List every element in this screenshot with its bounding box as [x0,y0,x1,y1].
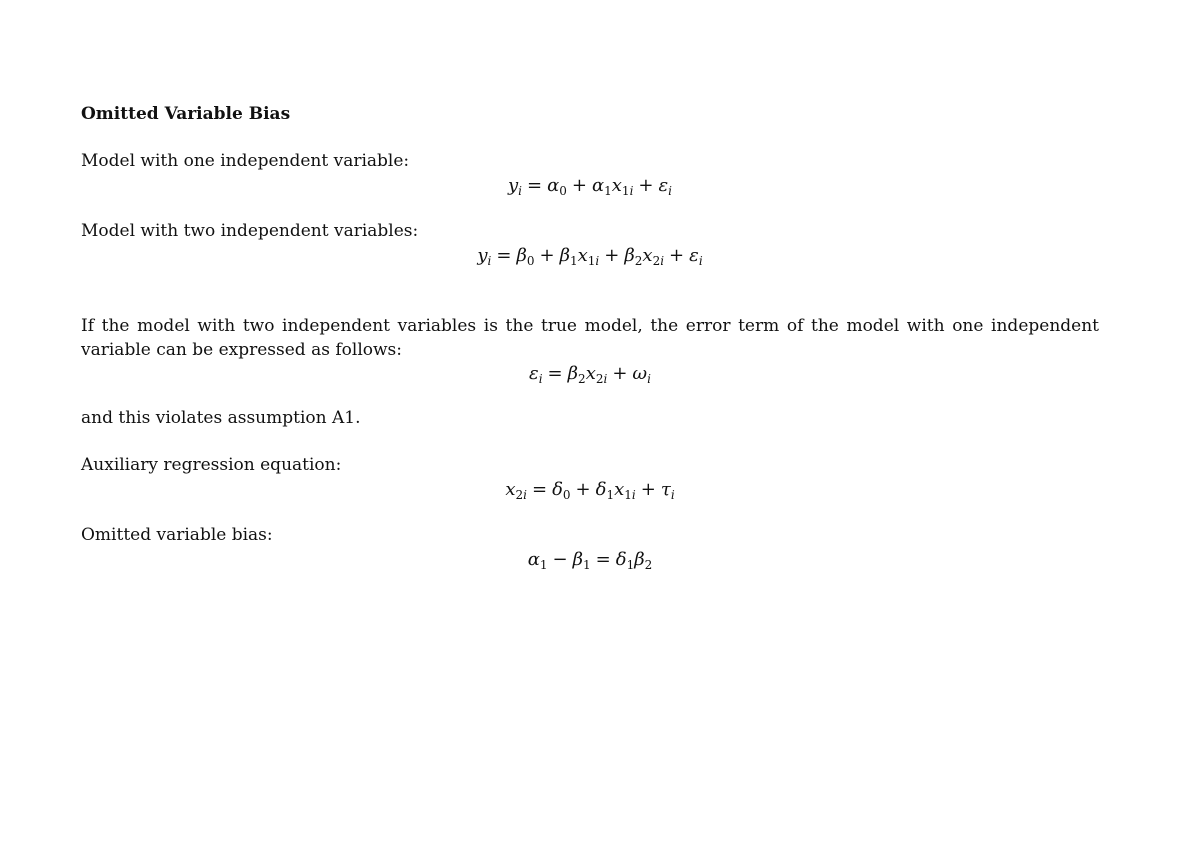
equation-bias: $\alpha_1 - \beta_1 = \delta_1\beta_2$ [527,549,653,572]
violation-text: and this violates assumption A1. [81,408,361,428]
true-model-paragraph: If the model with two independent variables is the true model, the error term of the model with one independent variable can be expressed as follows: [81,316,1099,360]
equation-model-one: $y_i = \alpha_0 + \alpha_1x_{1i} + \varepsilon_i$ [507,175,673,198]
auxiliary-label: Auxiliary regression equation: [81,455,342,475]
model-two-label: Model with two independent variables: [81,221,419,241]
equation-error-term: $\varepsilon_i = \beta_2x_{2i} + \omega_i$ [529,363,651,386]
bias-label: Omitted variable bias: [81,525,273,545]
equation-auxiliary: $x_{2i} = \delta_0 + \delta_1x_{1i} + \tau_i$ [505,479,675,502]
document-title: Omitted Variable Bias [81,104,291,124]
model-one-label: Model with one independent variable: [81,151,410,171]
equation-model-two: $y_i = \beta_0 + \beta_1x_{1i} + \beta_2x_{2i} + \varepsilon_i$ [477,245,703,268]
